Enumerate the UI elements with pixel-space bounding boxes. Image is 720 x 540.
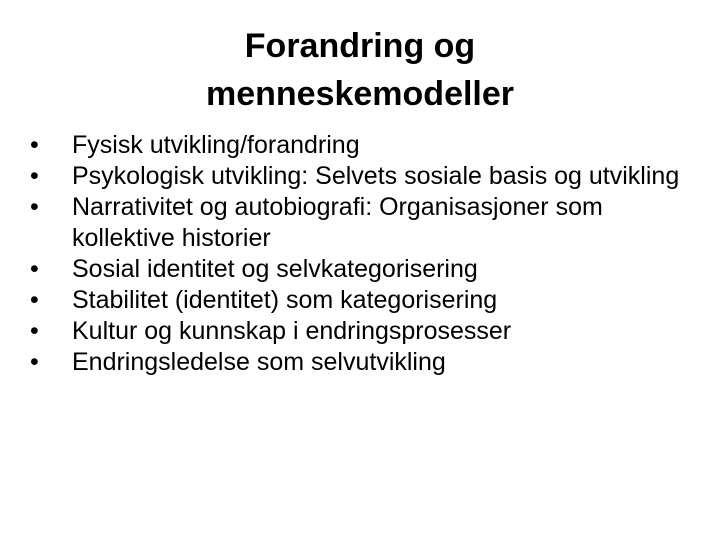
bullet-text: Fysisk utvikling/forandring xyxy=(72,131,360,159)
bullet-text: Narrativitet og autobiografi: Organisasjoner som kollektive historier xyxy=(72,193,603,252)
bullet-icon: • xyxy=(30,348,39,376)
bullet-text: Endringsledelse som selvutvikling xyxy=(72,348,446,376)
bullet-item xyxy=(30,161,700,192)
slide-title xyxy=(0,22,720,118)
bullet-icon: • xyxy=(30,286,39,314)
bullet-item xyxy=(30,316,700,347)
bullet-text: Stabilitet (identitet) som kategorisering xyxy=(72,286,498,314)
bullet-item xyxy=(30,285,700,316)
bullet-item xyxy=(30,347,700,378)
bullet-icon: • xyxy=(30,131,39,159)
slide-title-line-1: Forandring og xyxy=(244,27,476,65)
bullet-item xyxy=(30,130,700,161)
bullet-text: Psykologisk utvikling: Selvets sosiale basis og utvikling xyxy=(72,162,680,190)
bullet-item xyxy=(30,192,700,254)
bullet-icon: • xyxy=(30,255,39,283)
slide-title-line-2: menneskemodeller xyxy=(205,75,515,113)
bullet-list xyxy=(30,130,700,378)
bullet-icon: • xyxy=(30,317,39,345)
bullet-text: Kultur og kunnskap i endringsprosesser xyxy=(72,317,512,345)
bullet-item xyxy=(30,254,700,285)
bullet-icon: • xyxy=(30,193,39,221)
bullet-icon: • xyxy=(30,162,39,190)
bullet-text: Sosial identitet og selvkategorisering xyxy=(72,255,478,283)
